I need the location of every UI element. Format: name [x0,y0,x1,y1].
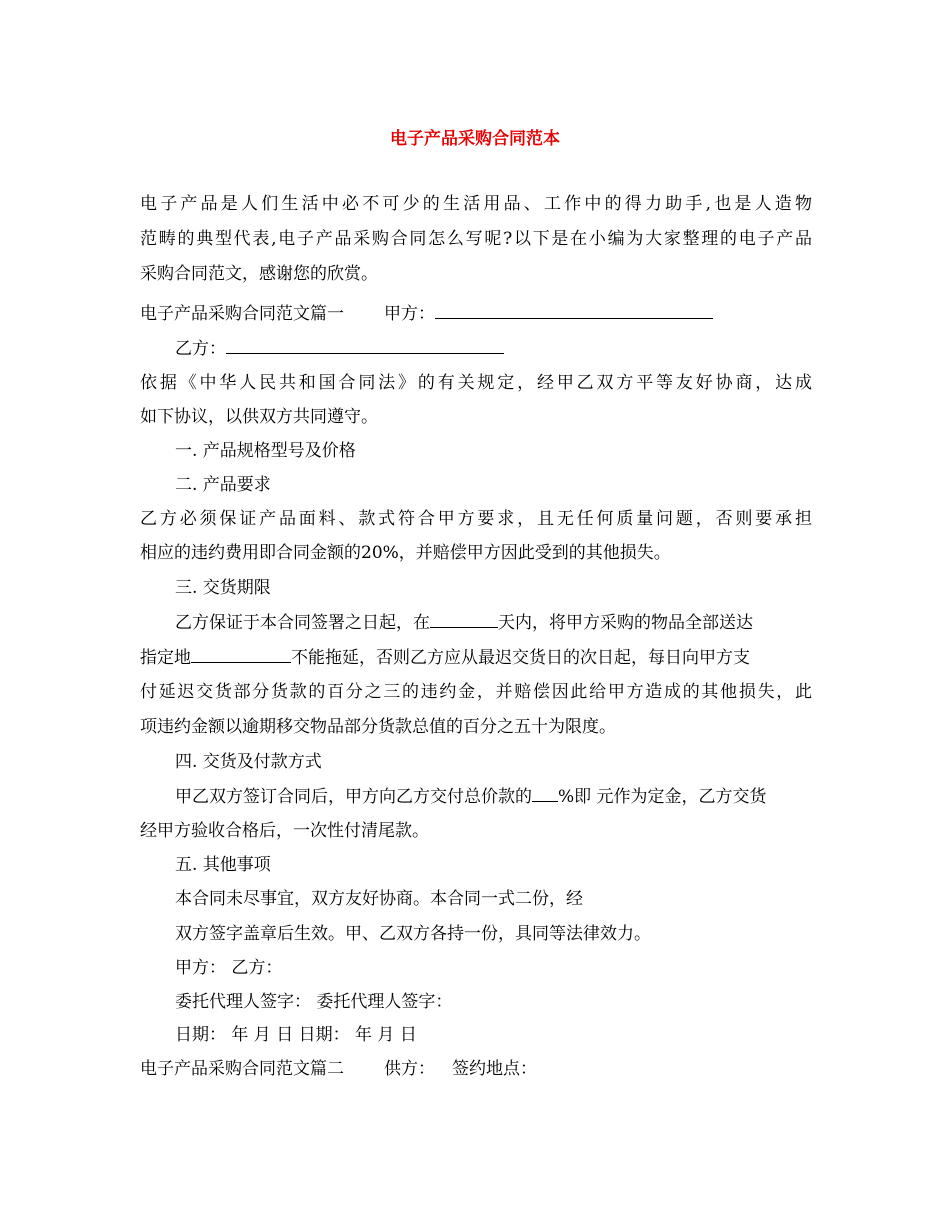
signature-parties: 甲方： 乙方： [175,958,283,978]
item3-line-1-part-a: 乙方保证于本合同签署之日起，在 [175,613,430,633]
basis-line-1: 依据《中华人民共和国合同法》的有关规定，经甲乙双方平等友好协商，达成 [140,373,812,393]
section2-place: 签约地点： [452,1059,537,1079]
item2-text-line-2: 相应的违约费用即合同金额的20%，并赔偿甲方因此受到的其他损失。 [140,543,671,563]
section2-supplier: 供方： [384,1059,435,1079]
place-blank [191,645,291,663]
item3-line-1 [175,610,753,635]
item3-line-2-part-b: 不能拖延，否则乙方应从最迟交货日的次日起，每日向甲方支 [291,648,750,668]
item3-line-2 [140,645,750,670]
section2-heading-line [140,1057,537,1081]
intro-line-2: 范畴的典型代表,电子产品采购合同怎么写呢?以下是在小编为大家整理的电子产品 [140,229,812,249]
party-b-label: 乙方： [175,339,226,359]
item4-line-1 [175,784,767,809]
item3-heading: 三. 交货期限 [175,578,271,598]
basis-line-2: 如下协议，以供双方共同遵守。 [140,407,378,427]
item5-line-2: 双方签字盖章后生效。甲、乙双方各持一份，具同等法律效力。 [175,924,651,944]
item3-line-3: 付延迟交货部分货款的百分之三的违约金，并赔偿因此给甲方造成的其他损失，此 [140,682,812,702]
signature-agents: 委托代理人签字： 委托代理人签字： [175,992,453,1012]
intro-line-1: 电子产品是人们生活中必不可少的生活用品、工作中的得力助手,也是人造物 [140,194,812,214]
document-title: 电子产品采购合同范本 [390,129,560,149]
intro-line-3: 采购合同范文，感谢您的欣赏。 [140,264,378,284]
signature-dates: 日期： 年 月 日 日期： 年 月 日 [175,1025,417,1045]
item4-line-1-part-a: 甲乙双方签订合同后，甲方向乙方交付总价款的 [175,787,532,807]
item2-heading: 二. 产品要求 [175,475,271,495]
party-a-blank [435,301,713,319]
section1-heading-line [140,301,713,326]
party-b-blank [226,336,504,354]
section2-heading: 电子产品采购合同范文篇二 [140,1059,344,1079]
item2-text-line-1: 乙方必须保证产品面料、款式符合甲方要求，且无任何质量问题，否则要承担 [140,509,812,529]
section1-heading: 电子产品采购合同范文篇一 [140,304,344,324]
days-blank [430,610,498,628]
item3-line-2-part-a: 指定地 [140,648,191,668]
item5-heading: 五. 其他事项 [175,855,271,875]
party-b-line [175,336,504,361]
item3-line-1-part-b: 天内，将甲方采购的物品全部送达 [498,613,753,633]
item1-heading: 一. 产品规格型号及价格 [175,441,356,461]
item4-heading: 四. 交货及付款方式 [175,752,322,772]
item3-line-4: 项违约金额以逾期移交物品部分货款总值的百分之五十为限度。 [140,717,616,737]
party-a-label: 甲方： [384,304,435,324]
item4-line-1-part-b: %即 元作为定金，乙方交货 [558,787,767,807]
item5-line-1: 本合同未尽事宜，双方友好协商。本合同一式二份，经 [175,889,583,909]
percent-blank [532,784,558,802]
item4-line-2: 经甲方验收合格后，一次性付清尾款。 [140,821,429,841]
